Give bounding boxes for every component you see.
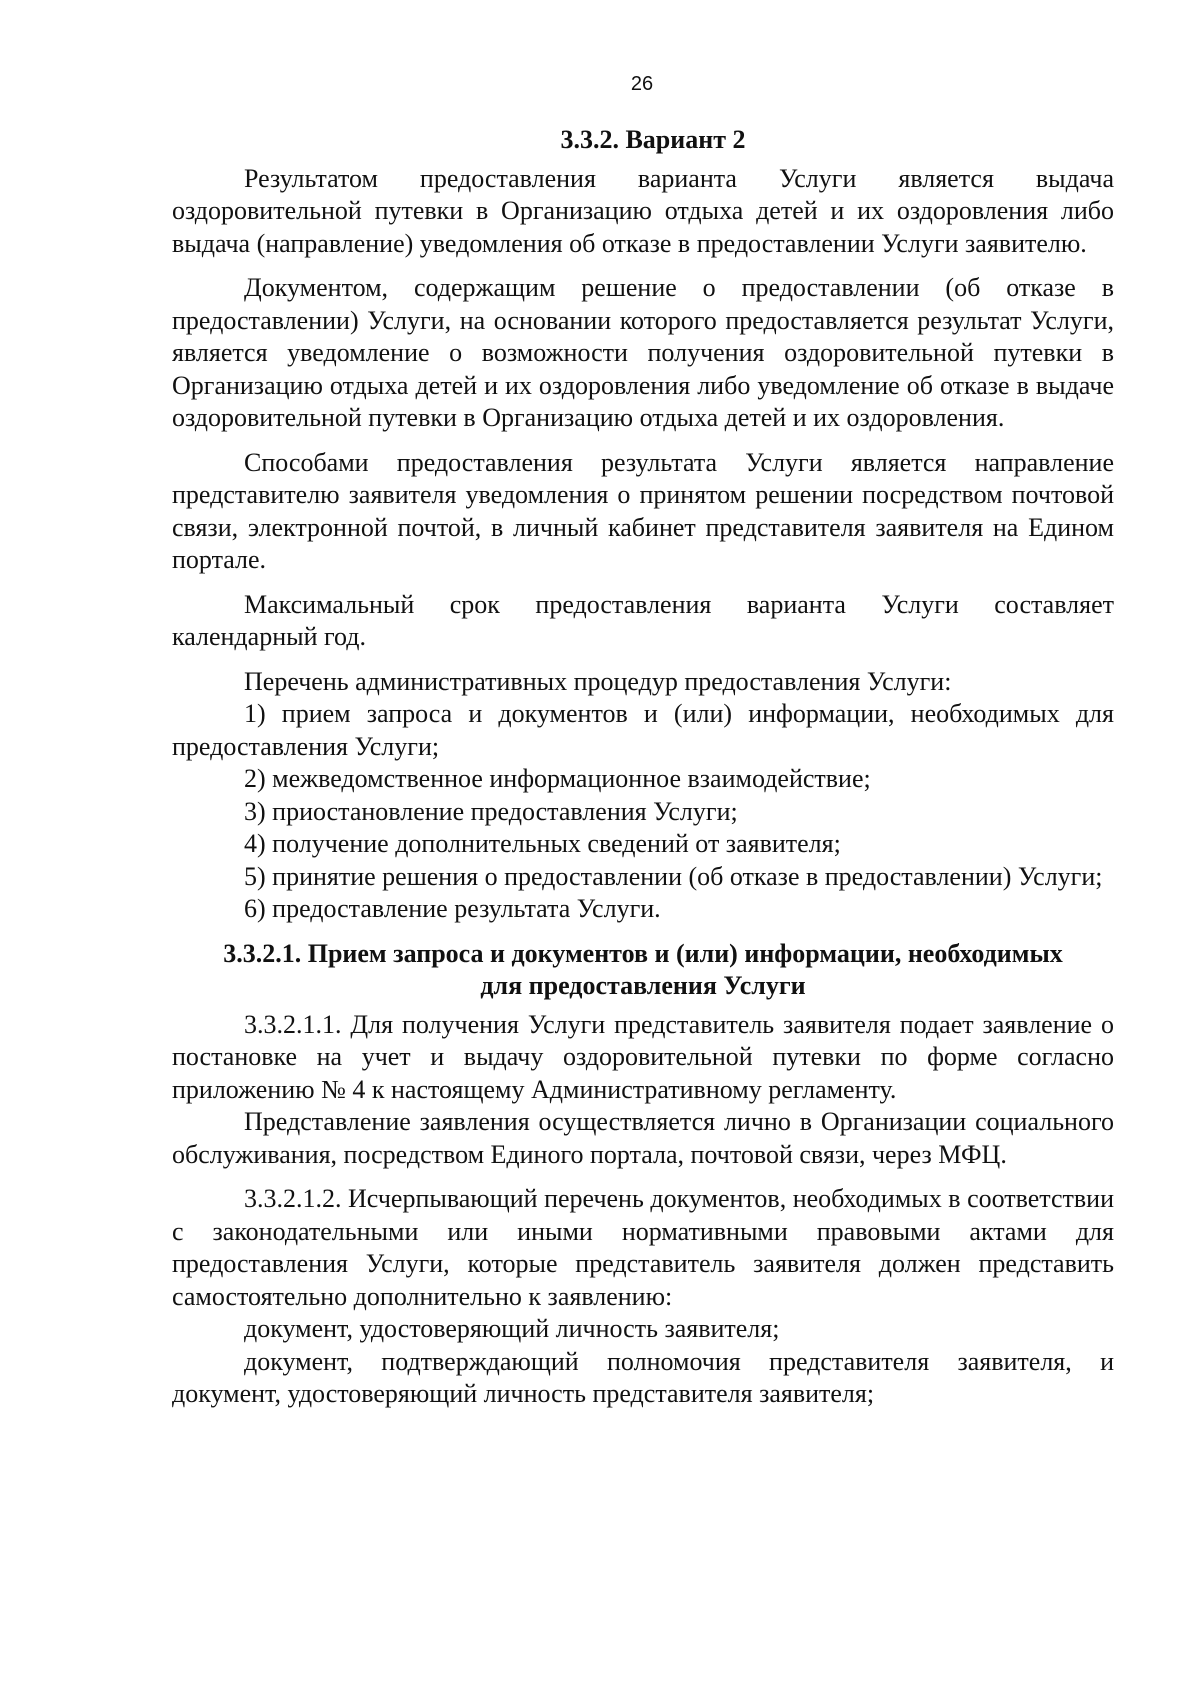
page-number: 26 [630,73,654,95]
section-heading-3-3-2-1-line1: 3.3.2.1. Прием запроса и документов и (или) информации, необходимых [223,938,1063,968]
section-heading-variant-2: 3.3.2. Вариант 2 [560,125,746,154]
procedure-item-3: 3) приостановление предоставления Услуги; [244,796,738,826]
paragraph-max-term: Максимальный срок предоставления варианта Услуги составляет календарный год. [172,589,1114,651]
procedure-item-1: 1) прием запроса и документов и (или) информации, необходимых для предоставления Услуги; [172,699,1114,761]
document-body [172,124,1114,1411]
procedure-item-6: 6) предоставление результата Услуги. [244,894,661,923]
procedure-item-4: 4) получение дополнительных сведений от заявителя; [244,829,841,858]
procedures-intro: Перечень административных процедур предоставления Услуги: [244,666,952,696]
paragraph-delivery-methods: Способами предоставления результата Услуги является направление представителю заявителя уведомления о принятом решении посредством почтовой связи, электронной почтой, в личный кабинет представителя заявителя на Едином портале. [172,447,1114,574]
paragraph-result: Результатом предоставления варианта Услуги является выдача оздоровительной путевки в Организацию отдыха детей и их оздоровления либо выдача (направление) уведомления об отказе в предоставлении Услуги заявителю. [172,163,1114,258]
procedure-item-5: 5) принятие решения о предоставлении (об отказе в предоставлении) Услуги; [244,861,1103,891]
paragraph-application-submission: Представление заявления осуществляется лично в Организации социального обслуживания, посредством Единого портала, почтовой связи, через МФЦ. [172,1107,1114,1169]
procedure-item-2: 2) межведомственное информационное взаимодействие; [244,764,871,793]
document-list-item-1: документ, удостоверяющий личность заявителя; [244,1314,780,1343]
document-list-item-2: документ, подтверждающий полномочия представителя заявителя, и документ, удостоверяющий личность представителя заявителя; [172,1346,1114,1408]
paragraph-3-3-2-1-1: 3.3.2.1.1. Для получения Услуги представитель заявителя подает заявление о постановке на учет и выдачу оздоровительной путевки по форме согласно приложению № 4 к настоящему Административному регламенту. [172,1009,1114,1104]
section-heading-3-3-2-1-line2: для предоставления Услуги [480,971,806,1000]
section-heading-3-3-2-1 [172,938,1114,1003]
paragraph-3-3-2-1-2: 3.3.2.1.2. Исчерпывающий перечень документов, необходимых в соответствии с законодательными или иными нормативными правовыми актами для предоставления Услуги, которые представитель заявителя должен представить самостоятельно дополнительно к заявлению: [172,1184,1114,1311]
paragraph-decision-document: Документом, содержащим решение о предоставлении (об отказе в предоставлении) Услуги, на основании которого предоставляется результат Услуги, является уведомление о возможности получения оздоровительной путевки в Организацию отдыха детей и их оздоровления либо уведомление об отказе в выдаче оздоровительной путевки в Организацию отдыха детей и их оздоровления. [172,273,1114,432]
